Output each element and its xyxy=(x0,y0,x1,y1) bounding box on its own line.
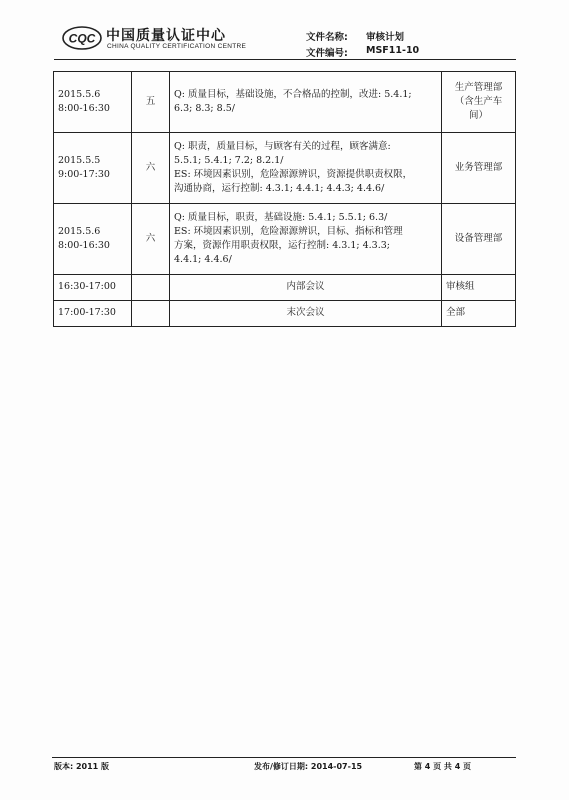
day-cell-empty xyxy=(132,301,170,327)
page-number: 第 4 页 共 4 页 xyxy=(414,762,472,771)
content-cell: Q: 质量目标，职责，基础设施: 5.4.1; 5.5.1; 6.3/ ES: 环境因素识别，危险源源辨识，目标、指标和管理 方案，资源作用职责权限，运行控制: 4.3.1; 4.3.3; 4.4.1; 4.4.6/ xyxy=(170,204,442,275)
date-cell: 2015.5.6 8:00-16:30 xyxy=(54,72,132,133)
org-name-cn: 中国质量认证中心 xyxy=(106,28,226,44)
day-cell: 六 xyxy=(132,204,170,275)
date-cell: 16:30-17:00 xyxy=(54,275,132,301)
issue-date-label: 发布/修订日期: 2014-07-15 xyxy=(254,762,363,771)
date-cell: 17:00-17:30 xyxy=(54,301,132,327)
doc-no-value: MSF11-10 xyxy=(366,45,420,56)
logo-text: CQC xyxy=(68,31,96,46)
dept-cell: 业务管理部 xyxy=(442,133,516,204)
content-cell: 末次会议 xyxy=(170,301,442,327)
day-cell: 五 xyxy=(132,72,170,133)
dept-cell: 设备管理部 xyxy=(442,204,516,275)
table-row xyxy=(54,133,516,204)
version-label: 版本: 2011 版 xyxy=(54,762,110,771)
table-row xyxy=(54,301,516,327)
dept-cell: 全部 xyxy=(442,301,516,327)
date-cell: 2015.5.6 8:00-16:30 xyxy=(54,204,132,275)
dept-cell: 审核组 xyxy=(442,275,516,301)
content-cell: Q: 职责，质量目标，与顾客有关的过程，顾客满意: 5.5.1; 5.4.1; 7.2; 8.2.1/ ES: 环境因素识别，危险源源辨识，资源提供职责权限， 沟通协商，运行控制: 4.3.1; 4.4.1; 4.4.3; 4.4.6/ xyxy=(170,133,442,204)
doc-name-label: 文件名称: xyxy=(306,32,348,43)
content-cell: Q: 质量目标，基础设施，不合格品的控制，改进: 5.4.1; 6.3; 8.3; 8.5/ xyxy=(170,72,442,133)
content-cell: 内部会议 xyxy=(170,275,442,301)
day-cell-empty xyxy=(132,275,170,301)
header-divider xyxy=(54,59,516,60)
date-cell: 2015.5.5 9:00-17:30 xyxy=(54,133,132,204)
dept-cell: 生产管理部 （含生产车 间） xyxy=(442,72,516,133)
doc-no-label: 文件编号: xyxy=(306,48,348,59)
day-cell: 六 xyxy=(132,133,170,204)
cqc-logo-icon xyxy=(62,26,102,50)
org-name-en: CHINA QUALITY CERTIFICATION CENTRE xyxy=(107,43,247,50)
doc-name-value: 审核计划 xyxy=(366,32,405,43)
audit-schedule-table xyxy=(53,71,516,327)
table-row xyxy=(54,275,516,301)
table-row xyxy=(54,204,516,275)
table-row xyxy=(54,72,516,133)
footer-divider xyxy=(52,757,516,758)
